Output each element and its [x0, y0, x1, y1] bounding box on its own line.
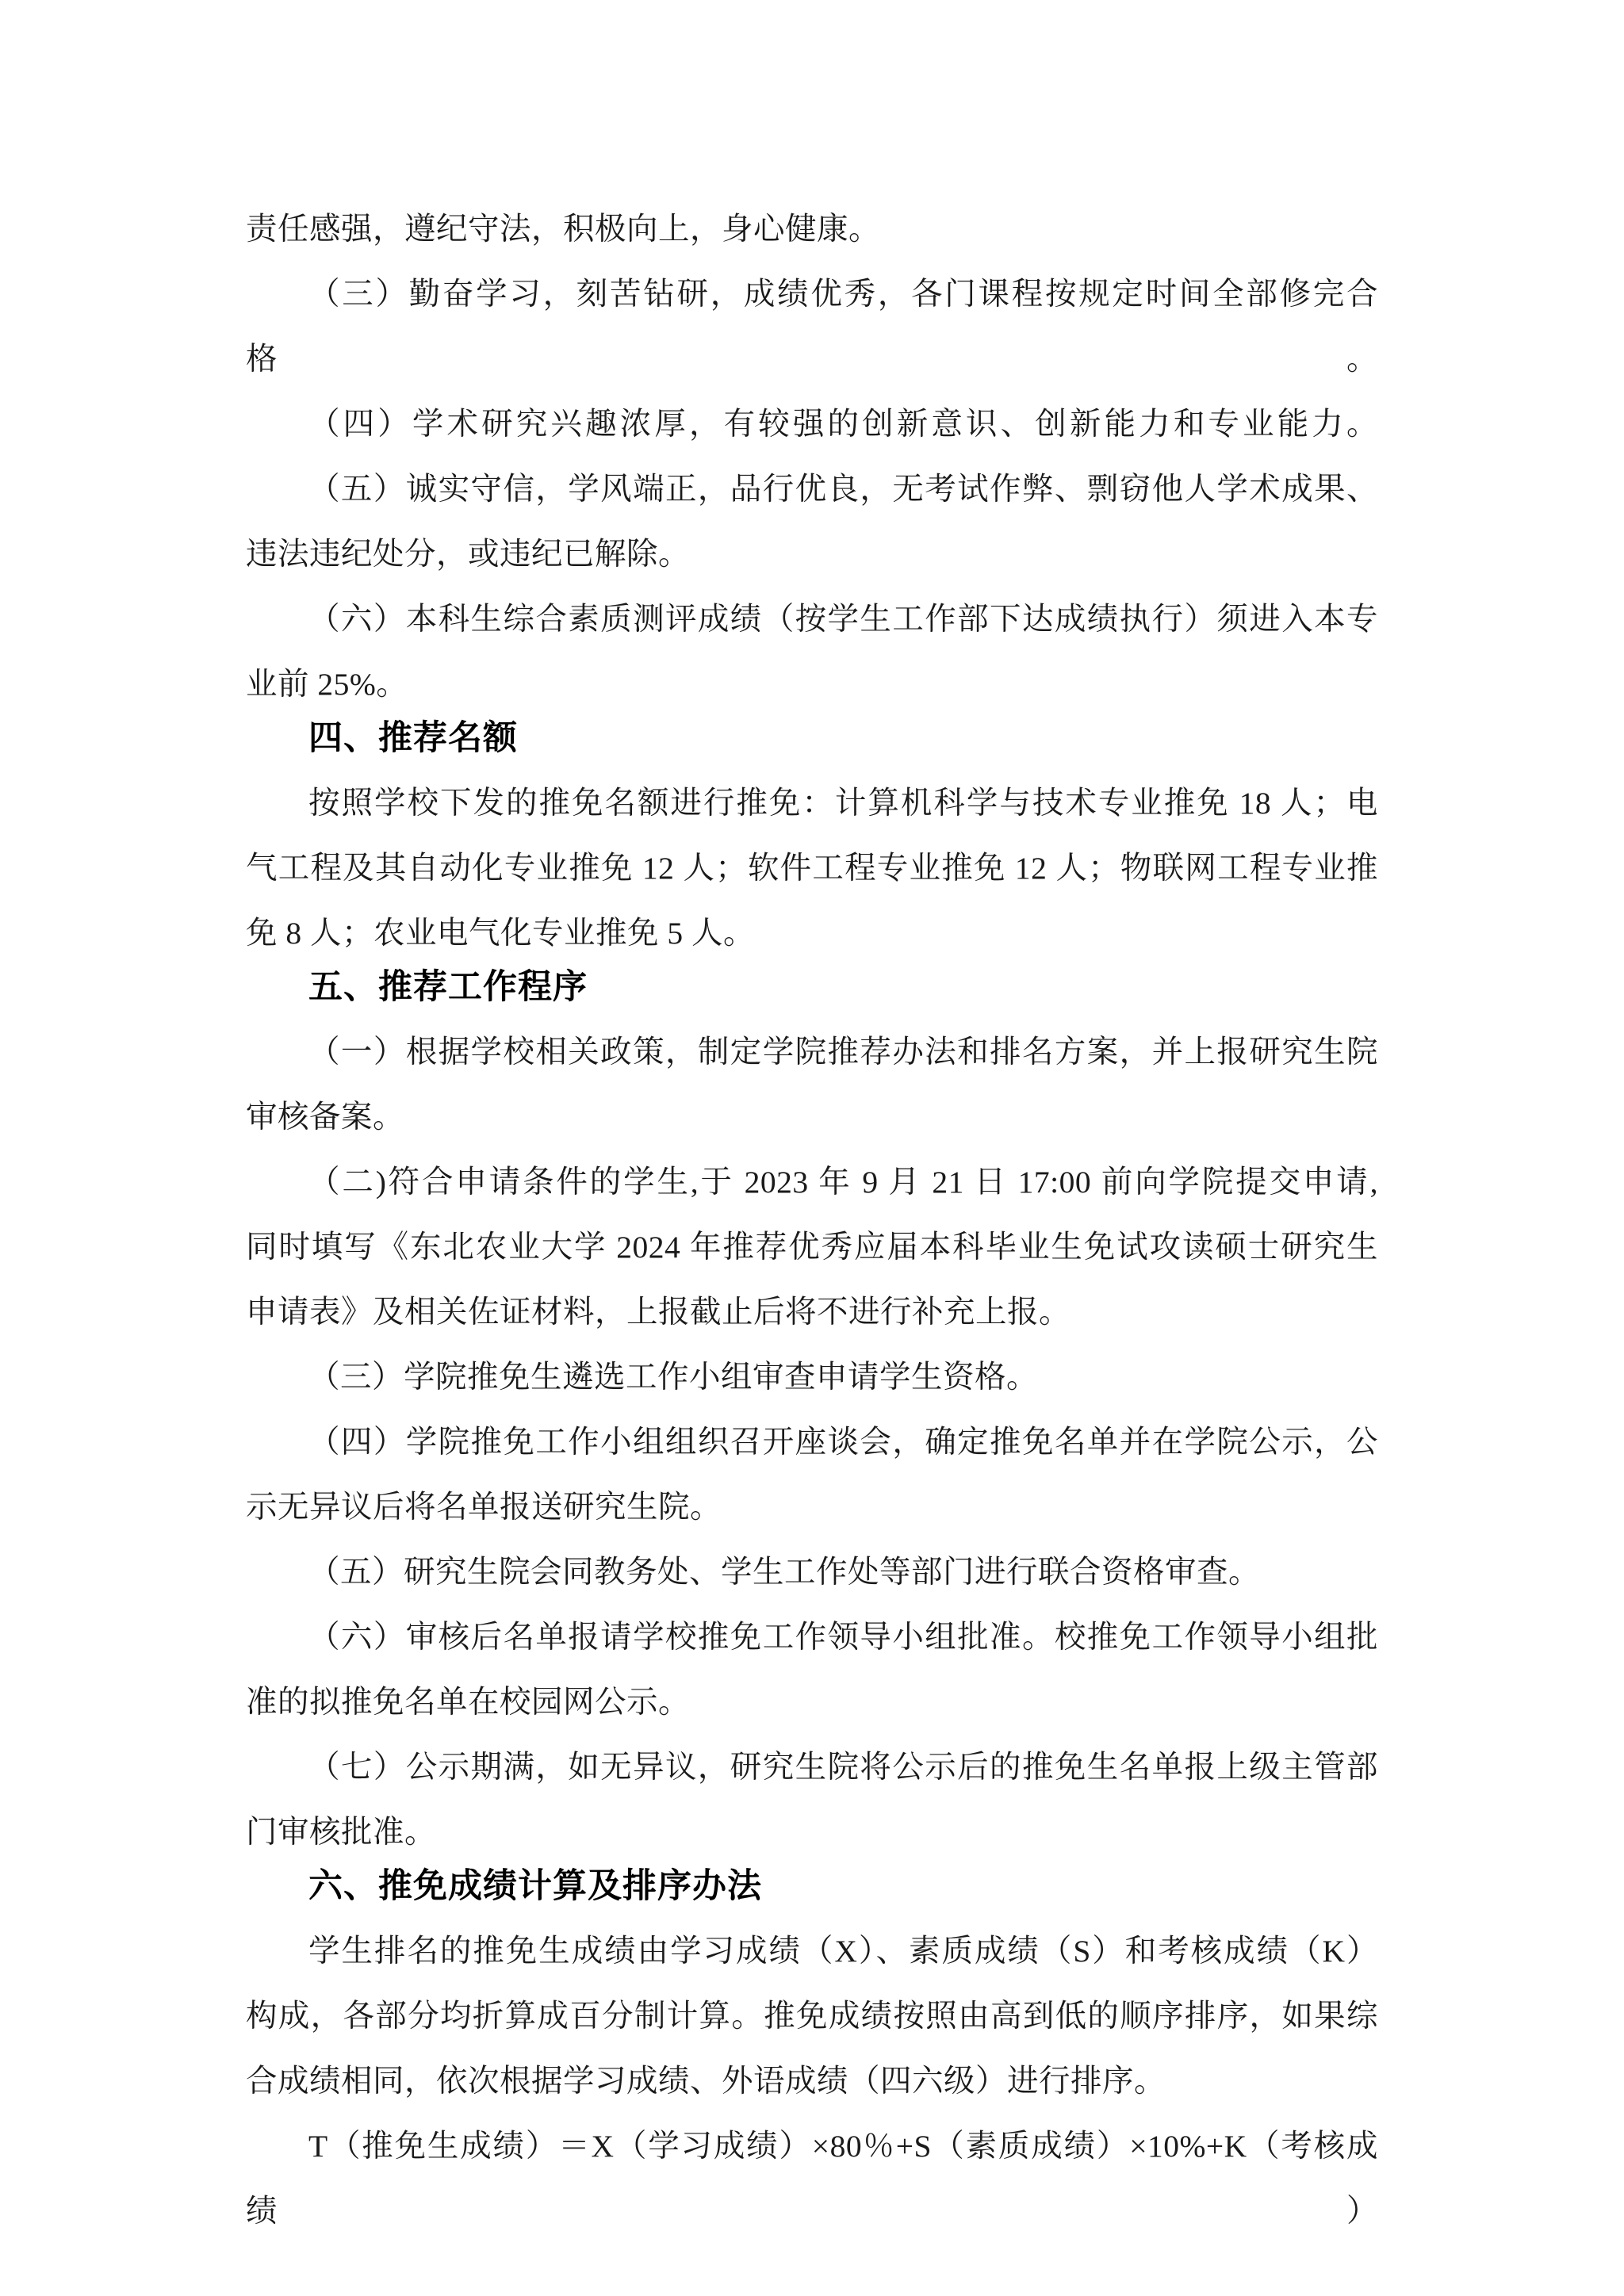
- document-line: 合成绩相同，依次根据学习成绩、外语成绩（四六级）进行排序。: [246, 2064, 1166, 2099]
- document-line: （六）本科生综合素质测评成绩（按学生工作部下达成绩执行）须进入本专: [308, 602, 1378, 637]
- document-line: 审核备案。: [246, 1100, 404, 1135]
- document-line: （三）勤奋学习，刻苦钻研，成绩优秀，各门课程按规定时间全部修完合格。: [246, 277, 1378, 377]
- document-line: 准的拟推免名单在校园网公示。: [246, 1685, 690, 1720]
- document-line: （二)符合申请条件的学生,于 2023 年 9 月 21 日 17:00 前向学院提交申请,: [308, 1165, 1378, 1200]
- document-line: 构成，各部分均折算成百分制计算。推免成绩按照由高到低的顺序排序，如果综: [246, 1999, 1378, 2034]
- document-line: （四）学院推免工作小组组织召开座谈会，确定推免名单并在学院公示，公: [308, 1425, 1378, 1460]
- document-line: （一）根据学校相关政策，制定学院推荐办法和排名方案，并上报研究生院: [308, 1035, 1378, 1070]
- section-heading: 五、推荐工作程序: [308, 968, 588, 1006]
- section-heading: 四、推荐名额: [308, 719, 518, 757]
- document-content: [246, 197, 1378, 2244]
- document-line: （五）诚实守信，学风端正，品行优良，无考试作弊、剽窃他人学术成果、: [308, 472, 1378, 507]
- section-heading: 六、推免成绩计算及排序办法: [308, 1867, 762, 1905]
- document-line: 门审核批准。: [246, 1815, 436, 1850]
- document-line: 申请表》及相关佐证材料，上报截止后将不进行补充上报。: [246, 1295, 1071, 1330]
- document-line: 气工程及其自动化专业推免 12 人；软件工程专业推免 12 人；物联网工程专业推: [246, 851, 1378, 886]
- document-line: T（推免生成绩）＝X（学习成绩）×80％+S（素质成绩）×10%+K（考核成绩）: [246, 2129, 1378, 2229]
- document-line: 示无异议后将名单报送研究生院。: [246, 1490, 722, 1525]
- document-line: （七）公示期满，如无异议，研究生院将公示后的推免生名单报上级主管部: [308, 1750, 1378, 1785]
- document-line: （五）研究生院会同教务处、学生工作处等部门进行联合资格审查。: [308, 1555, 1260, 1590]
- document-line: （四）学术研究兴趣浓厚，有较强的创新意识、创新能力和专业能力。: [308, 407, 1378, 442]
- document-line: 免 8 人；农业电气化专业推免 5 人。: [246, 916, 755, 951]
- document-line: 学生排名的推免生成绩由学习成绩（X）、素质成绩（S）和考核成绩（K）: [308, 1934, 1378, 1969]
- document-line: （六）审核后名单报请学校推免工作领导小组批准。校推免工作领导小组批: [308, 1620, 1378, 1655]
- document-line: （三）学院推免生遴选工作小组审查申请学生资格。: [308, 1360, 1038, 1395]
- document-line: 业前 25%。: [246, 667, 408, 702]
- document-line: 责任感强，遵纪守法，积极向上，身心健康。: [246, 212, 880, 247]
- document-line: 按照学校下发的推免名额进行推免：计算机科学与技术专业推免 18 人；电: [308, 786, 1378, 821]
- document-line: 同时填写《东北农业大学 2024 年推荐优秀应届本科毕业生免试攻读硕士研究生: [246, 1230, 1378, 1265]
- document-line: 违法违纪处分，或违纪已解除。: [246, 537, 690, 572]
